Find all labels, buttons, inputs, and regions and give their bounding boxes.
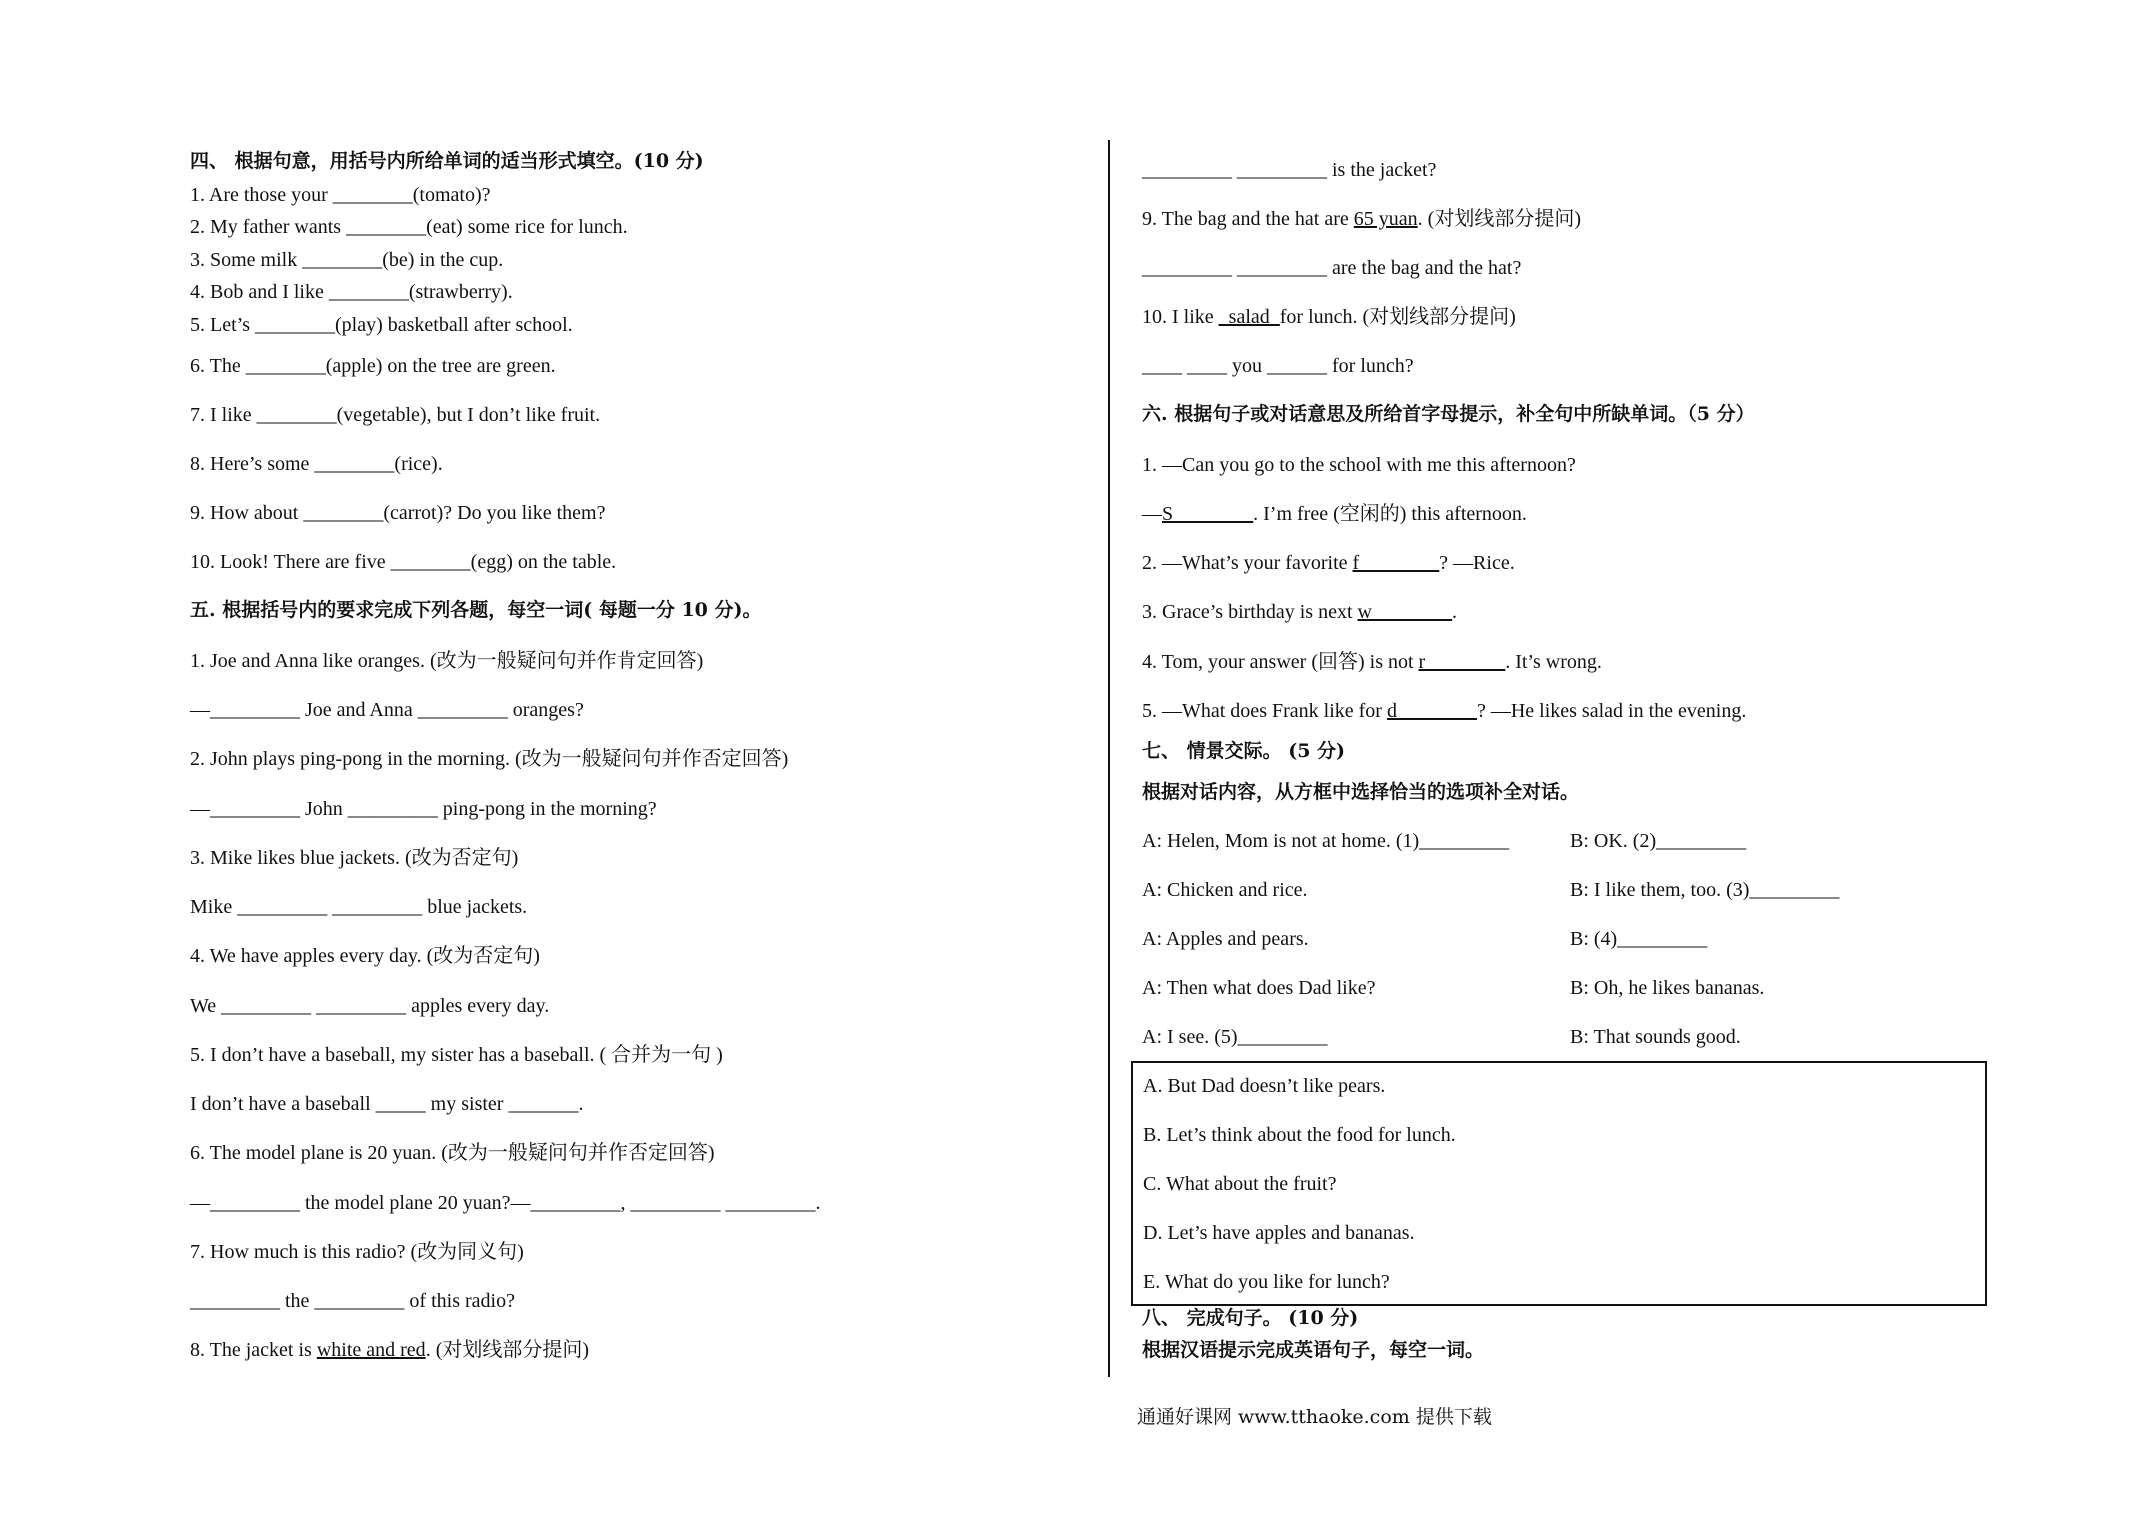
line-text: . I’m free (空闲的) this afternoon.	[1253, 503, 1527, 525]
question-line: 6. The model plane is 20 yuan. (改为一般疑问句并作否定回答)	[190, 1142, 715, 1164]
section-heading: 五. 根据括号内的要求完成下列各题，每空一词( 每题一分 10 分)。	[190, 599, 762, 621]
question-line	[1142, 649, 1602, 675]
question-line: 2. My father wants ________(eat) some rice for lunch.	[190, 216, 628, 238]
line-text: 3. Grace’s birthday is next	[1142, 601, 1358, 623]
line-text: for lunch. (对划线部分提问)	[1279, 306, 1516, 328]
question-line: _________ the _________ of this radio?	[190, 1290, 515, 1312]
underlined-text: r________	[1418, 651, 1506, 673]
question-line: 9. How about ________(carrot)? Do you like them?	[190, 502, 606, 524]
section-heading: 六. 根据句子或对话意思及所给首字母提示，补全句中所缺单词。（5 分）	[1142, 403, 1755, 425]
question-line: —_________ John _________ ping-pong in the morning?	[190, 798, 657, 820]
option-item: C. What about the fruit?	[1143, 1173, 1337, 1195]
question-line	[1142, 550, 1515, 576]
question-line: 3. Some milk ________(be) in the cup.	[190, 249, 504, 271]
question-line: —_________ the model plane 20 yuan?—_________, _________ _________.	[190, 1192, 821, 1214]
section-heading: 四、 根据句意，用括号内所给单词的适当形式填空。(10 分)	[190, 150, 704, 172]
option-item: B. Let’s think about the food for lunch.	[1143, 1124, 1456, 1146]
question-line: ____ ____ you ______ for lunch?	[1142, 355, 1414, 377]
dialogue-b: B: OK. (2)_________	[1570, 830, 1747, 852]
question-line: 10. Look! There are five ________(egg) on the table.	[190, 551, 617, 573]
question-line: 7. How much is this radio? (改为同义句)	[190, 1241, 524, 1263]
underlined-text: S________	[1162, 503, 1254, 525]
question-line: We _________ _________ apples every day.	[190, 995, 550, 1017]
question-line: 2. John plays ping-pong in the morning. (改为一般疑问句并作否定回答)	[190, 748, 789, 770]
underlined-text: _salad_	[1218, 306, 1280, 328]
question-line: 1. Are those your ________(tomato)?	[190, 184, 491, 206]
dialogue-b: B: Oh, he likes bananas.	[1570, 977, 1765, 999]
question-line: _________ _________ are the bag and the hat?	[1142, 257, 1522, 279]
underlined-text: w________	[1357, 601, 1452, 623]
line-text: .	[1451, 601, 1457, 623]
line-text: 8. The jacket is	[190, 1339, 317, 1361]
dialogue-a: A: Chicken and rice.	[1142, 879, 1308, 901]
line-text: ? —He likes salad in the evening.	[1476, 700, 1747, 722]
option-item: D. Let’s have apples and bananas.	[1143, 1222, 1415, 1244]
dialogue-b: B: That sounds good.	[1570, 1026, 1741, 1048]
dialogue-b: B: I like them, too. (3)_________	[1570, 879, 1840, 901]
section-heading: 根据对话内容，从方框中选择恰当的选项补全对话。	[1142, 781, 1580, 803]
column-divider	[1108, 140, 1110, 1377]
question-line: 8. Here’s some ________(rice).	[190, 453, 443, 475]
line-text: 9. The bag and the hat are	[1142, 208, 1354, 230]
question-line: 1. Joe and Anna like oranges. (改为一般疑问句并作肯定回答)	[190, 650, 704, 672]
underlined-text: f________	[1352, 552, 1440, 574]
section-heading: 八、 完成句子。 (10 分)	[1142, 1307, 1359, 1329]
question-line	[1142, 501, 1527, 527]
question-line: 4. Bob and I like ________(strawberry).	[190, 281, 513, 303]
underlined-text: 65 yuan	[1353, 208, 1418, 230]
underlined-text: white and red	[316, 1339, 426, 1361]
line-text: . (对划线部分提问)	[425, 1339, 590, 1361]
question-line: Mike _________ _________ blue jackets.	[190, 896, 528, 918]
dialogue-b: B: (4)_________	[1570, 928, 1708, 950]
question-line: _________ _________ is the jacket?	[1142, 159, 1437, 181]
line-text: 5. —What does Frank like for	[1142, 700, 1387, 722]
underlined-text: d________	[1386, 700, 1477, 722]
question-line	[1142, 206, 1581, 232]
section-heading: 根据汉语提示完成英语句子，每空一词。	[1142, 1339, 1485, 1361]
footer: 通通好课网 www.tthaoke.com 提供下载	[1137, 1406, 1492, 1428]
question-line	[1142, 599, 1457, 625]
question-line: 4. We have apples every day. (改为否定句)	[190, 945, 540, 967]
question-line: I don’t have a baseball _____ my sister _______.	[190, 1093, 584, 1115]
question-line	[1142, 698, 1746, 724]
line-text: . (对划线部分提问)	[1417, 208, 1581, 230]
line-text: —	[1142, 503, 1162, 525]
section-heading: 七、 情景交际。 (5 分)	[1142, 740, 1346, 762]
question-line	[1142, 304, 1516, 330]
option-item: A. But Dad doesn’t like pears.	[1143, 1075, 1386, 1097]
dialogue-a: A: Apples and pears.	[1142, 928, 1309, 950]
option-item: E. What do you like for lunch?	[1143, 1271, 1390, 1293]
dialogue-a: A: I see. (5)_________	[1142, 1026, 1328, 1048]
question-line: 5. I don’t have a baseball, my sister has a baseball. ( 合并为一句 )	[190, 1044, 723, 1066]
line-text: . It’s wrong.	[1505, 651, 1602, 673]
line-text: 2. —What’s your favorite	[1142, 552, 1353, 574]
question-line	[190, 1337, 589, 1363]
line-text: 10. I like	[1142, 306, 1219, 328]
question-line: —_________ Joe and Anna _________ oranges?	[190, 699, 584, 721]
dialogue-a: A: Helen, Mom is not at home. (1)_________	[1142, 830, 1510, 852]
question-line: 7. I like ________(vegetable), but I don’t like fruit.	[190, 404, 601, 426]
question-line: 1. —Can you go to the school with me this afternoon?	[1142, 454, 1576, 476]
dialogue-a: A: Then what does Dad like?	[1142, 977, 1376, 999]
question-line: 5. Let’s ________(play) basketball after school.	[190, 314, 573, 336]
question-line: 6. The ________(apple) on the tree are green.	[190, 355, 556, 377]
line-text: ? —Rice.	[1439, 552, 1515, 574]
line-text: 4. Tom, your answer (回答) is not	[1142, 651, 1419, 673]
question-line: 3. Mike likes blue jackets. (改为否定句)	[190, 847, 519, 869]
